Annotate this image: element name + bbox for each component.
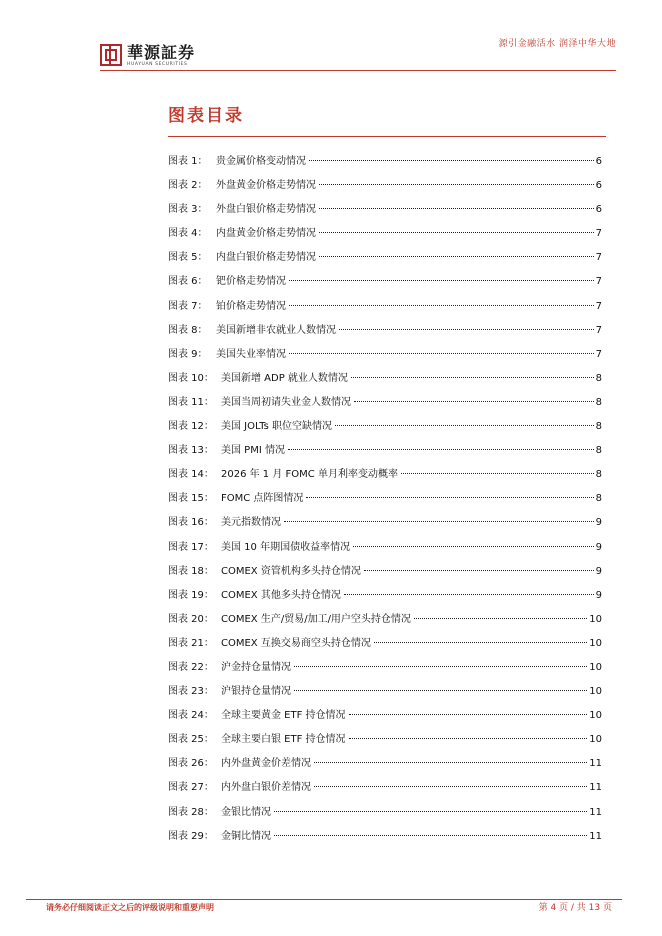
toc-entry-title: 沪银持仓量情况 <box>221 686 291 698</box>
toc-entry[interactable] <box>168 417 602 441</box>
toc-entry-page: 7 <box>595 348 602 360</box>
toc-entry-title: 金银比情况 <box>221 806 271 818</box>
toc-entry-leader <box>274 835 587 836</box>
toc-entry-leader <box>289 353 594 354</box>
toc-entry[interactable] <box>168 658 602 682</box>
toc-entry-leader <box>339 329 594 330</box>
toc-entry-title: 美国新增 ADP 就业人数情况 <box>221 372 348 384</box>
toc-entry-leader <box>314 762 587 763</box>
toc-entry[interactable] <box>168 730 602 754</box>
toc-entry[interactable] <box>168 248 602 272</box>
toc-entry-leader <box>353 546 594 547</box>
toc-entry-title: 美国 PMI 情况 <box>221 445 285 457</box>
toc-entry-page: 10 <box>589 637 602 649</box>
toc-entry-page: 6 <box>595 204 602 216</box>
toc-entry-page: 10 <box>589 613 602 625</box>
toc-entry[interactable] <box>168 369 602 393</box>
toc-entry-page: 9 <box>595 541 602 553</box>
page-title: 图表目录 <box>168 106 244 126</box>
footer-disclaimer: 请务必仔细阅读正文之后的评级说明和重要声明 <box>46 903 214 912</box>
toc-entry[interactable] <box>168 393 602 417</box>
toc-entry-title: 全球主要黄金 ETF 持仓情况 <box>221 710 346 722</box>
toc-entry[interactable] <box>168 827 602 851</box>
toc-entry-page: 7 <box>595 300 602 312</box>
toc-entry-label: 图表 6： <box>168 276 208 288</box>
toc-entry-title: 贵金属价格变动情况 <box>216 156 306 167</box>
toc-entry-label: 图表 28： <box>168 806 214 818</box>
toc-entry-page: 8 <box>595 445 602 457</box>
toc-entry-leader <box>354 401 594 402</box>
toc-entry-label: 图表 5： <box>168 252 208 264</box>
toc-entry[interactable] <box>168 152 602 176</box>
toc-entry[interactable] <box>168 465 602 489</box>
toc-entry-leader <box>284 521 594 522</box>
toc-entry-leader <box>401 473 594 474</box>
toc-entry-leader <box>309 160 594 161</box>
toc-entry-leader <box>288 449 594 450</box>
toc-entry[interactable] <box>168 321 602 345</box>
toc-entry-label: 图表 21： <box>168 637 214 649</box>
toc-entry-label: 图表 23： <box>168 686 214 698</box>
toc-entry-label: 图表 3： <box>168 204 208 216</box>
toc-entry-page: 6 <box>595 180 602 192</box>
toc-entry-label: 图表 12： <box>168 421 214 433</box>
logo-text <box>127 44 195 67</box>
toc-entry-title: 美国新增非农就业人数情况 <box>216 324 336 336</box>
toc-entry-label: 图表 4： <box>168 228 208 240</box>
toc-entry-title: 外盘白银价格走势情况 <box>216 204 316 216</box>
toc-entry-leader <box>289 305 594 306</box>
title-divider <box>168 136 606 137</box>
toc-entry-label: 图表 29： <box>168 830 214 842</box>
toc-entry[interactable] <box>168 778 602 802</box>
toc-entry-leader <box>289 280 594 281</box>
toc-entry-leader <box>349 714 588 715</box>
table-of-figures <box>168 152 602 851</box>
toc-entry[interactable] <box>168 562 602 586</box>
toc-entry-page: 8 <box>595 469 602 481</box>
toc-entry[interactable] <box>168 682 602 706</box>
toc-entry-leader <box>349 738 588 739</box>
toc-entry-title: 美元指数情况 <box>221 517 281 529</box>
toc-entry-title: 美国当周初请失业金人数情况 <box>221 396 351 408</box>
toc-entry-leader <box>319 184 594 185</box>
toc-entry-label: 图表 17： <box>168 541 214 553</box>
toc-entry-leader <box>319 232 594 233</box>
toc-entry-label: 图表 25： <box>168 734 214 746</box>
toc-entry[interactable] <box>168 489 602 513</box>
toc-entry-label: 图表 15： <box>168 493 214 505</box>
toc-entry[interactable] <box>168 513 602 537</box>
toc-entry-page: 11 <box>589 782 602 794</box>
toc-entry-label: 图表 7： <box>168 300 208 312</box>
toc-entry-title: FOMC 点阵图情况 <box>221 493 304 505</box>
toc-entry-leader <box>274 811 587 812</box>
logo-chinese-name: 華源証券 <box>127 43 196 62</box>
toc-entry[interactable] <box>168 176 602 200</box>
footer-divider <box>26 899 622 900</box>
toc-entry-leader <box>335 425 594 426</box>
toc-entry-page: 9 <box>595 589 602 601</box>
header-slogan: 源引金融活水 润泽中华大地 <box>498 39 616 49</box>
toc-entry[interactable] <box>168 538 602 562</box>
toc-entry-leader <box>294 666 587 667</box>
toc-entry-title: 内盘黄金价格走势情况 <box>216 228 316 240</box>
toc-entry-page: 8 <box>595 372 602 384</box>
toc-entry-label: 图表 22： <box>168 661 214 673</box>
toc-entry-page: 11 <box>589 806 602 818</box>
toc-entry-leader <box>314 786 587 787</box>
toc-entry-label: 图表 8： <box>168 324 208 336</box>
toc-entry-page: 7 <box>595 276 602 288</box>
toc-entry-title: COMEX 互换交易商空头持仓情况 <box>221 637 371 649</box>
page-header <box>0 0 662 75</box>
toc-entry-title: 美国失业率情况 <box>216 348 286 360</box>
toc-entry-page: 11 <box>589 758 602 770</box>
toc-entry-page: 8 <box>595 396 602 408</box>
toc-entry-page: 7 <box>595 252 602 264</box>
toc-entry-title: COMEX 其他多头持仓情况 <box>221 589 341 601</box>
toc-entry-title: 钯价格走势情况 <box>216 276 286 288</box>
toc-entry-leader <box>351 377 594 378</box>
toc-entry-label: 图表 19： <box>168 589 214 601</box>
logo-english-name: HUAYUAN SECURITIES <box>127 62 188 67</box>
toc-entry-label: 图表 9： <box>168 348 208 360</box>
toc-entry[interactable] <box>168 586 602 610</box>
toc-entry[interactable] <box>168 345 602 369</box>
toc-entry-label: 图表 11： <box>168 396 214 408</box>
toc-entry-leader <box>294 690 587 691</box>
toc-entry[interactable] <box>168 634 602 658</box>
toc-entry-title: 金铜比情况 <box>221 830 271 842</box>
toc-entry-title: 2026 年 1 月 FOMC 单月利率变动概率 <box>221 469 398 481</box>
toc-entry[interactable] <box>168 803 602 827</box>
toc-entry-page: 10 <box>589 686 602 698</box>
toc-entry-page: 11 <box>589 830 602 842</box>
toc-entry-title: 美国 10 年期国债收益率情况 <box>221 541 351 553</box>
toc-entry-leader <box>319 208 594 209</box>
toc-entry-label: 图表 26： <box>168 758 214 770</box>
toc-entry[interactable] <box>168 610 602 634</box>
toc-entry-page: 10 <box>589 734 602 746</box>
logo-seal-icon <box>100 44 122 66</box>
toc-entry-title: COMEX 生产/贸易/加工/用户空头持仓情况 <box>221 613 411 625</box>
toc-entry-leader <box>414 618 587 619</box>
toc-entry-leader <box>364 570 594 571</box>
toc-entry-label: 图表 13： <box>168 445 214 457</box>
toc-entry-page: 9 <box>595 565 602 577</box>
toc-entry-label: 图表 10： <box>168 372 214 384</box>
toc-entry-page: 9 <box>595 517 602 529</box>
toc-entry-page: 10 <box>589 710 602 722</box>
toc-entry-title: COMEX 资管机构多头持仓情况 <box>221 565 361 577</box>
toc-entry-title: 铂价格走势情况 <box>216 300 286 312</box>
toc-entry-label: 图表 24： <box>168 710 214 722</box>
toc-entry-label: 图表 20： <box>168 613 214 625</box>
toc-entry-page: 10 <box>589 661 602 673</box>
toc-entry-label: 图表 16： <box>168 517 214 529</box>
toc-entry[interactable] <box>168 754 602 778</box>
toc-entry-page: 6 <box>595 156 602 167</box>
toc-entry[interactable] <box>168 706 602 730</box>
toc-entry-leader <box>344 594 594 595</box>
toc-entry-title: 内外盘白银价差情况 <box>221 782 311 794</box>
toc-entry[interactable] <box>168 200 602 224</box>
toc-entry-title: 外盘黄金价格走势情况 <box>216 180 316 192</box>
toc-entry-label: 图表 27： <box>168 782 214 794</box>
toc-entry-leader <box>306 497 593 498</box>
toc-entry-title: 内盘白银价格走势情况 <box>216 252 316 264</box>
header-divider <box>100 70 616 71</box>
toc-entry-page: 8 <box>595 493 602 505</box>
toc-entry[interactable] <box>168 224 602 248</box>
toc-entry-page: 7 <box>595 228 602 240</box>
toc-entry-title: 全球主要白银 ETF 持仓情况 <box>221 734 346 746</box>
footer-page-info: 第 4 页 / 共 13 页 <box>538 903 612 913</box>
toc-entry[interactable] <box>168 272 602 296</box>
toc-entry-title: 沪金持仓量情况 <box>221 661 291 673</box>
toc-entry-page: 7 <box>595 324 602 336</box>
toc-entry-title: 内外盘黄金价差情况 <box>221 758 311 770</box>
toc-entry-leader <box>374 642 587 643</box>
toc-entry-leader <box>319 256 594 257</box>
toc-entry-label: 图表 14： <box>168 469 214 481</box>
toc-entry-label: 图表 1： <box>168 156 208 167</box>
toc-entry-label: 图表 18： <box>168 565 214 577</box>
company-logo <box>100 44 195 67</box>
toc-entry[interactable] <box>168 297 602 321</box>
toc-entry-page: 8 <box>595 421 602 433</box>
toc-entry-title: 美国 JOLTs 职位空缺情况 <box>221 421 333 433</box>
toc-entry[interactable] <box>168 441 602 465</box>
toc-entry-label: 图表 2： <box>168 180 208 192</box>
